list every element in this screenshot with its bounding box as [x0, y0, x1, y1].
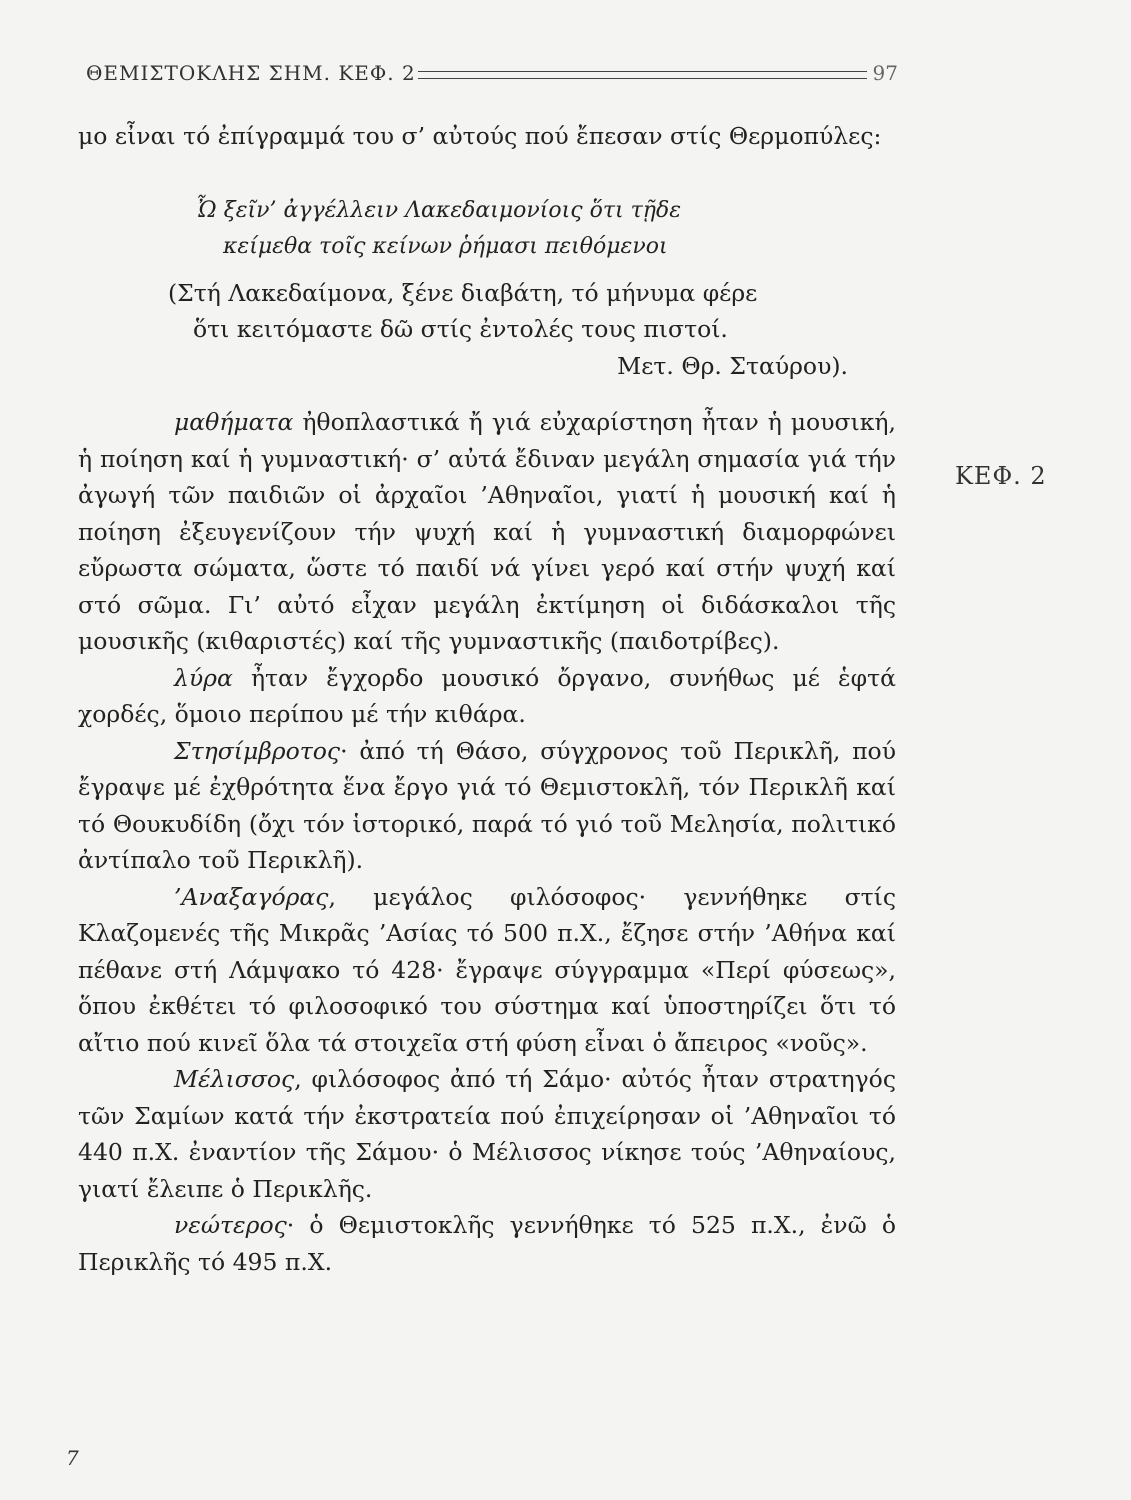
header-double-rule: [418, 71, 867, 79]
header-title: ΘΕΜΙΣΤΟΚΛΗΣ ΣΗΜ. ΚΕΦ. 2: [86, 61, 416, 85]
epigram-greek-line-1: Ὦ ξεῖν’ ἀγγέλλειν Λακεδαιμονίοις ὅτι τῇδε: [196, 197, 682, 223]
intro-paragraph: μο εἶναι τό ἐπίγραμμά του σ’ αὐτούς πού ἔπεσαν στίς Θερμοπύλες:: [78, 122, 882, 150]
entry-paragraph: [78, 879, 896, 1062]
entry-paragraph: [78, 1207, 896, 1280]
entry-text: · ἀπό τή Θάσο, σύγχρονος τοῦ Περικλῆ, πού ἔγραψε μέ ἐχθρότητα ἕνα ἔργο γιά τό Θεμιστοκλῆ, τόν Περικλῆ καί τό Θουκυδίδη (ὄχι τόν ἱστορικό, παρά τό γιό τοῦ Μελησία, πολιτικό ἀντίπαλο τοῦ Περικλῆ).: [78, 736, 896, 874]
entry-text: , φιλόσοφος ἀπό τή Σάμο· αὐτός ἦταν στρατηγός τῶν Σαμίων κατά τήν ἐκστρατεία πού ἐπιχείρησαν οἱ ’Αθηναῖοι τό 440 π.Χ. ἐναντίον τῆς Σάμου· ὁ Μέλισσος νίκησε τούς ’Αθηναίους, γιατί ἔλειπε ὁ Περικλῆς.: [78, 1065, 896, 1203]
epigram-greek: [78, 193, 896, 265]
translation-line-2: ὅτι κειτόμαστε δῶ στίς ἐντολές τους πιστοί.: [193, 315, 728, 343]
margin-chapter-label: ΚΕΦ. 2: [955, 462, 1047, 490]
entry-paragraph: [78, 404, 896, 660]
page-body: [78, 118, 896, 1280]
entry-text: ἦταν ἔγχορδο μουσικό ὄργανο, συνήθως μέ ἑφτά χορδές, ὅμοιο περίπου μέ τήν κιθάρα.: [78, 663, 896, 728]
translation-credit: Μετ. Θρ. Σταύρου).: [617, 351, 848, 380]
running-header: [86, 58, 898, 88]
entry-term: Μέλισσος: [174, 1065, 295, 1093]
entry-term: λύρα: [174, 663, 233, 692]
entry-term: μαθήματα: [174, 408, 294, 436]
epigram-greek-line-2: κείμεθα τοῖς κείνων ῥήμασι πειθόμενοι: [223, 233, 668, 259]
translation-line-1: (Στή Λακεδαίμονα, ξένε διαβάτη, τό μήνυμα φέρε: [168, 278, 758, 307]
entry-paragraph: [78, 733, 896, 879]
page-number: 97: [872, 61, 898, 85]
entry-text: ἠθοπλαστικά ἤ γιά εὐχαρίστηση ἦταν ἡ μουσική, ἡ ποίηση καί ἡ γυμναστική· σ’ αὐτά ἔδιναν μεγάλη σημασία γιά τήν ἀγωγή τῶν παιδιῶν οἱ ἀρχαῖοι ’Αθηναῖοι, γιατί ἡ μουσική καί ἡ ποίηση ἐξευγενίζουν τήν ψυχή καί ἡ γυμναστική διαμορφώνει εὔρωστα σώματα, ὥστε τό παιδί νά γίνει γερό καί στήν ψυχή καί στό σῶμα. Γι’ αὐτό εἶχαν μεγάλη ἐκτίμηση οἱ διδάσκαλοι τῆς μουσικῆς (κιθαριστές) καί τῆς γυμναστικῆς (παιδοτρίβες).: [78, 408, 896, 655]
printer-signature: 7: [66, 1446, 79, 1470]
entry-term: νεώτερος: [174, 1211, 287, 1239]
entry-term: Στησίμβροτος: [174, 736, 341, 765]
entry-term: ’Αναξαγόρας: [174, 882, 329, 911]
entry-text: · ὁ Θεμιστοκλῆς γεννήθηκε τό 525 π.Χ., ἐνῶ ὁ Περικλῆς τό 495 π.Χ.: [78, 1211, 896, 1276]
entry-paragraph: [78, 660, 896, 733]
entry-text: , μεγάλος φιλόσοφος· γεννήθηκε στίς Κλαζομενές τῆς Μικρᾶς ’Ασίας τό 500 π.Χ., ἔζησε στήν ’Αθήνα καί πέθανε στή Λάμψακο τό 428· ἔγραψε σύγγραμμα «Περί φύσεως», ὅπου ἐκθέτει τό φιλοσοφικό του σύστημα καί ὑποστηρίζει ὅτι τό αἴτιο πού κινεῖ ὅλα τά στοιχεῖα στή φύση εἶναι ὁ ἄπειρος «νοῦς».: [78, 882, 896, 1057]
entry-paragraph: [78, 1061, 896, 1207]
epigram-translation: [78, 275, 896, 385]
